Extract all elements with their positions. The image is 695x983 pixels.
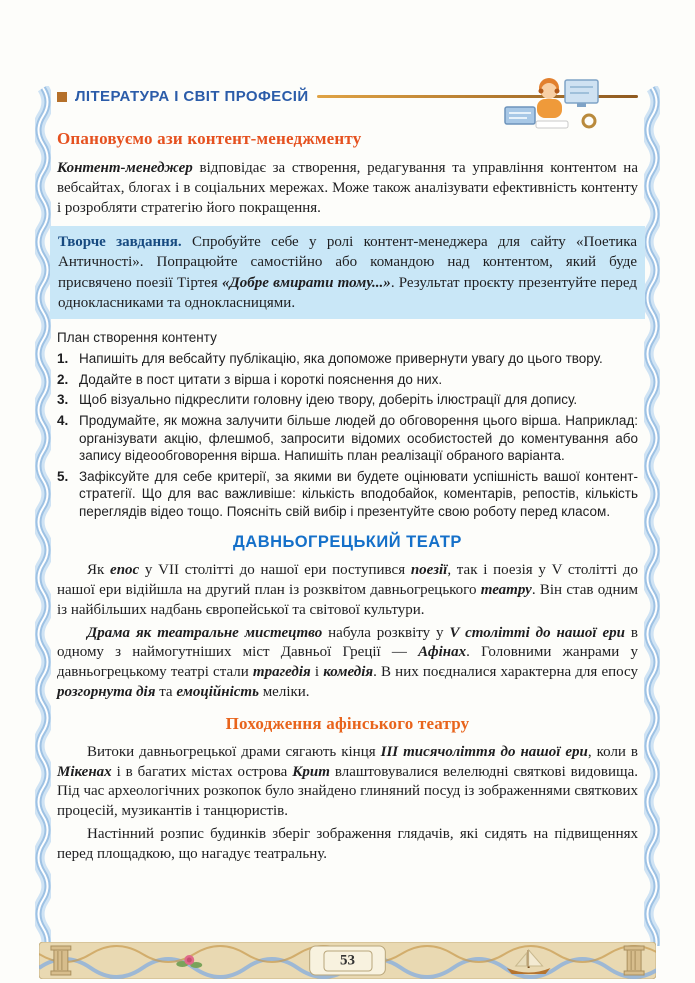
list-item-text: Зафіксуйте для себе критерії, за якими ви будете оцінювати успішність вашої контент-стратегії. Що для вас важливіше: кількість вподобайок, коментарів, репостів, кількість переглядів відео тощо. Поясніть свій вибір і презентуйте свою роботу перед класом. — [79, 468, 638, 519]
list-item-text: Щоб візуально підкреслити головну ідею твору, доберіть ілюстрації для допису. — [79, 392, 578, 408]
creative-task-box: Творче завдання. Спробуйте себе у ролі контент-менеджера для сайту «Поетика Античності». Попрацюйте самостійно або командою над контентом, який буде присвячено поезії Тіртея «Добре вмирати тому...». Результат проєкту презентуйте перед однокласниками та однокласницями. — [50, 226, 645, 318]
list-item-text: Напишіть для вебсайту публікацію, яка допоможе привернути увагу до цього твору. — [79, 351, 603, 367]
wave-border-icon — [644, 86, 660, 946]
list-item — [57, 391, 638, 409]
greek-column-icon — [624, 946, 644, 975]
content-plan-list — [57, 350, 638, 520]
athens-origin-heading: Походження афінського театру — [225, 713, 470, 733]
page-number: 53 — [323, 950, 372, 971]
list-item — [57, 468, 638, 521]
left-decorative-border — [35, 86, 51, 946]
list-item-number: 1. — [57, 351, 69, 367]
greek-column-icon — [51, 946, 71, 975]
greek-theatre-heading: ДАВНЬОГРЕЦЬКИЙ ТЕАТР — [233, 533, 462, 552]
greek-theatre-paragraph: Драма як театральне мистецтво набула розквіту у V столітті до нашої ери в одному з наймогутніших міст Давньої Греції — Афінах. Головними жанрами у давньогрецькому театрі стали трагедія і комедія. В них поєдналися характерна для епосу розгорнута дія та емоційність меліки. — [57, 624, 638, 701]
list-item — [57, 350, 638, 368]
content-manager-illustration — [503, 74, 603, 140]
athens-origin-paragraph: Витоки давньогрецької драми сягають кінця III тисячоліття до нашої ери, коли в Мікенах і в багатих містах острова Крит влаштовувалися велелюдні святкові видовища. Під час археологічних розкопок було знайдено глиняний посуд із зображеннями святкових процесій, музикантів і танцюристів. — [57, 743, 638, 820]
list-item-number: 4. — [57, 412, 69, 428]
page-content — [57, 88, 638, 868]
greek-theatre-paragraph: Як епос у VII столітті до нашої ери поступився поезії, так і поезія у V столітті до нашої ери відійшла на другий план із розквітом давньогрецького театру. Він став одним із найбільших надбань європейської та світової культури. — [57, 562, 638, 618]
chapter-title: ЛІТЕРАТУРА І СВІТ ПРОФЕСІЙ — [75, 88, 309, 105]
content-plan-title: План створення контенту — [57, 329, 217, 345]
gear-icon — [583, 115, 595, 127]
list-item-text: Продумайте, як можна залучити більше людей до обговорення цього вірша. Наприклад: організувати акцію, флешмоб, запросити відомих особистостей до коментування або запису відеообговорення вірша. Напишіть план реалізації обраного варіанта. — [79, 412, 638, 464]
list-item-number: 5. — [57, 468, 69, 484]
list-item-number: 2. — [57, 371, 69, 387]
laptop-icon — [505, 107, 535, 124]
footer-ornament-band — [39, 942, 656, 979]
athens-origin-paragraph: Настінний розпис будинків зберіг зображення глядачів, які сидять на підвищеннях перед площадкою, що нагадує театральну. — [57, 826, 638, 862]
chapter-header — [57, 88, 638, 105]
list-item-text: Додайте в пост цитати з вірша і короткі пояснення до них. — [79, 371, 443, 387]
list-item-number: 3. — [57, 392, 69, 408]
list-item — [57, 371, 638, 389]
monitor-icon — [565, 80, 598, 107]
content-plan — [57, 329, 638, 520]
content-manager-intro-paragraph: Контент-менеджер відповідає за створення, редагування та управління контентом на вебсайтах, блогах і в соціальних мережах. Може також аналізувати ефективність контенту і розробляти стратегію його покращення. — [57, 160, 638, 216]
list-item — [57, 412, 638, 465]
content-management-heading: Опановуємо ази контент-менеджменту — [57, 129, 362, 148]
wave-border-icon — [35, 86, 51, 946]
person-figure — [536, 78, 568, 128]
right-decorative-border — [644, 86, 660, 946]
section-marker-icon — [57, 92, 67, 102]
